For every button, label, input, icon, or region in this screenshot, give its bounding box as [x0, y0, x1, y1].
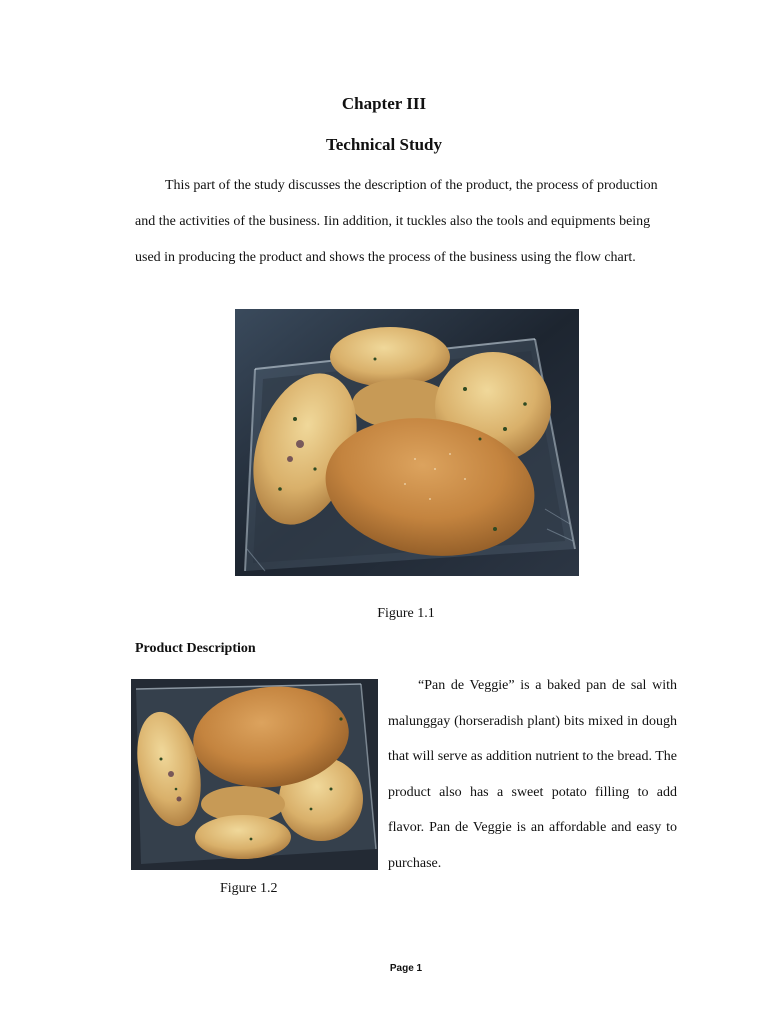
bread-photo-figure-1 — [235, 309, 579, 576]
section-title: Technical Study — [325, 135, 443, 154]
page-number: Page 1 — [389, 963, 423, 974]
product-description-paragraph: “Pan de Veggie” is a baked pan de sal with malunggay (horseradish plant) bits mixed in dough that will serve as addition nutrient to the bread. The product also has a sweet potato filling to add flavor. Pan de Veggie is an affordable and easy to purchase. — [388, 678, 677, 871]
chapter-title: Chapter III — [341, 94, 427, 113]
figure-2-caption: Figure 1.2 — [220, 881, 278, 896]
intro-paragraph: This part of the study discusses the description of the product, the process of production and the activities of the business. Iin addition, it tuckles also the tools and equipments being used in producing the product and shows the process of the business using the flow chart. — [135, 178, 658, 265]
figure-1-caption: Figure 1.1 — [377, 606, 435, 621]
product-description-heading: Product Description — [135, 641, 256, 656]
bread-photo-figure-2 — [131, 679, 378, 870]
